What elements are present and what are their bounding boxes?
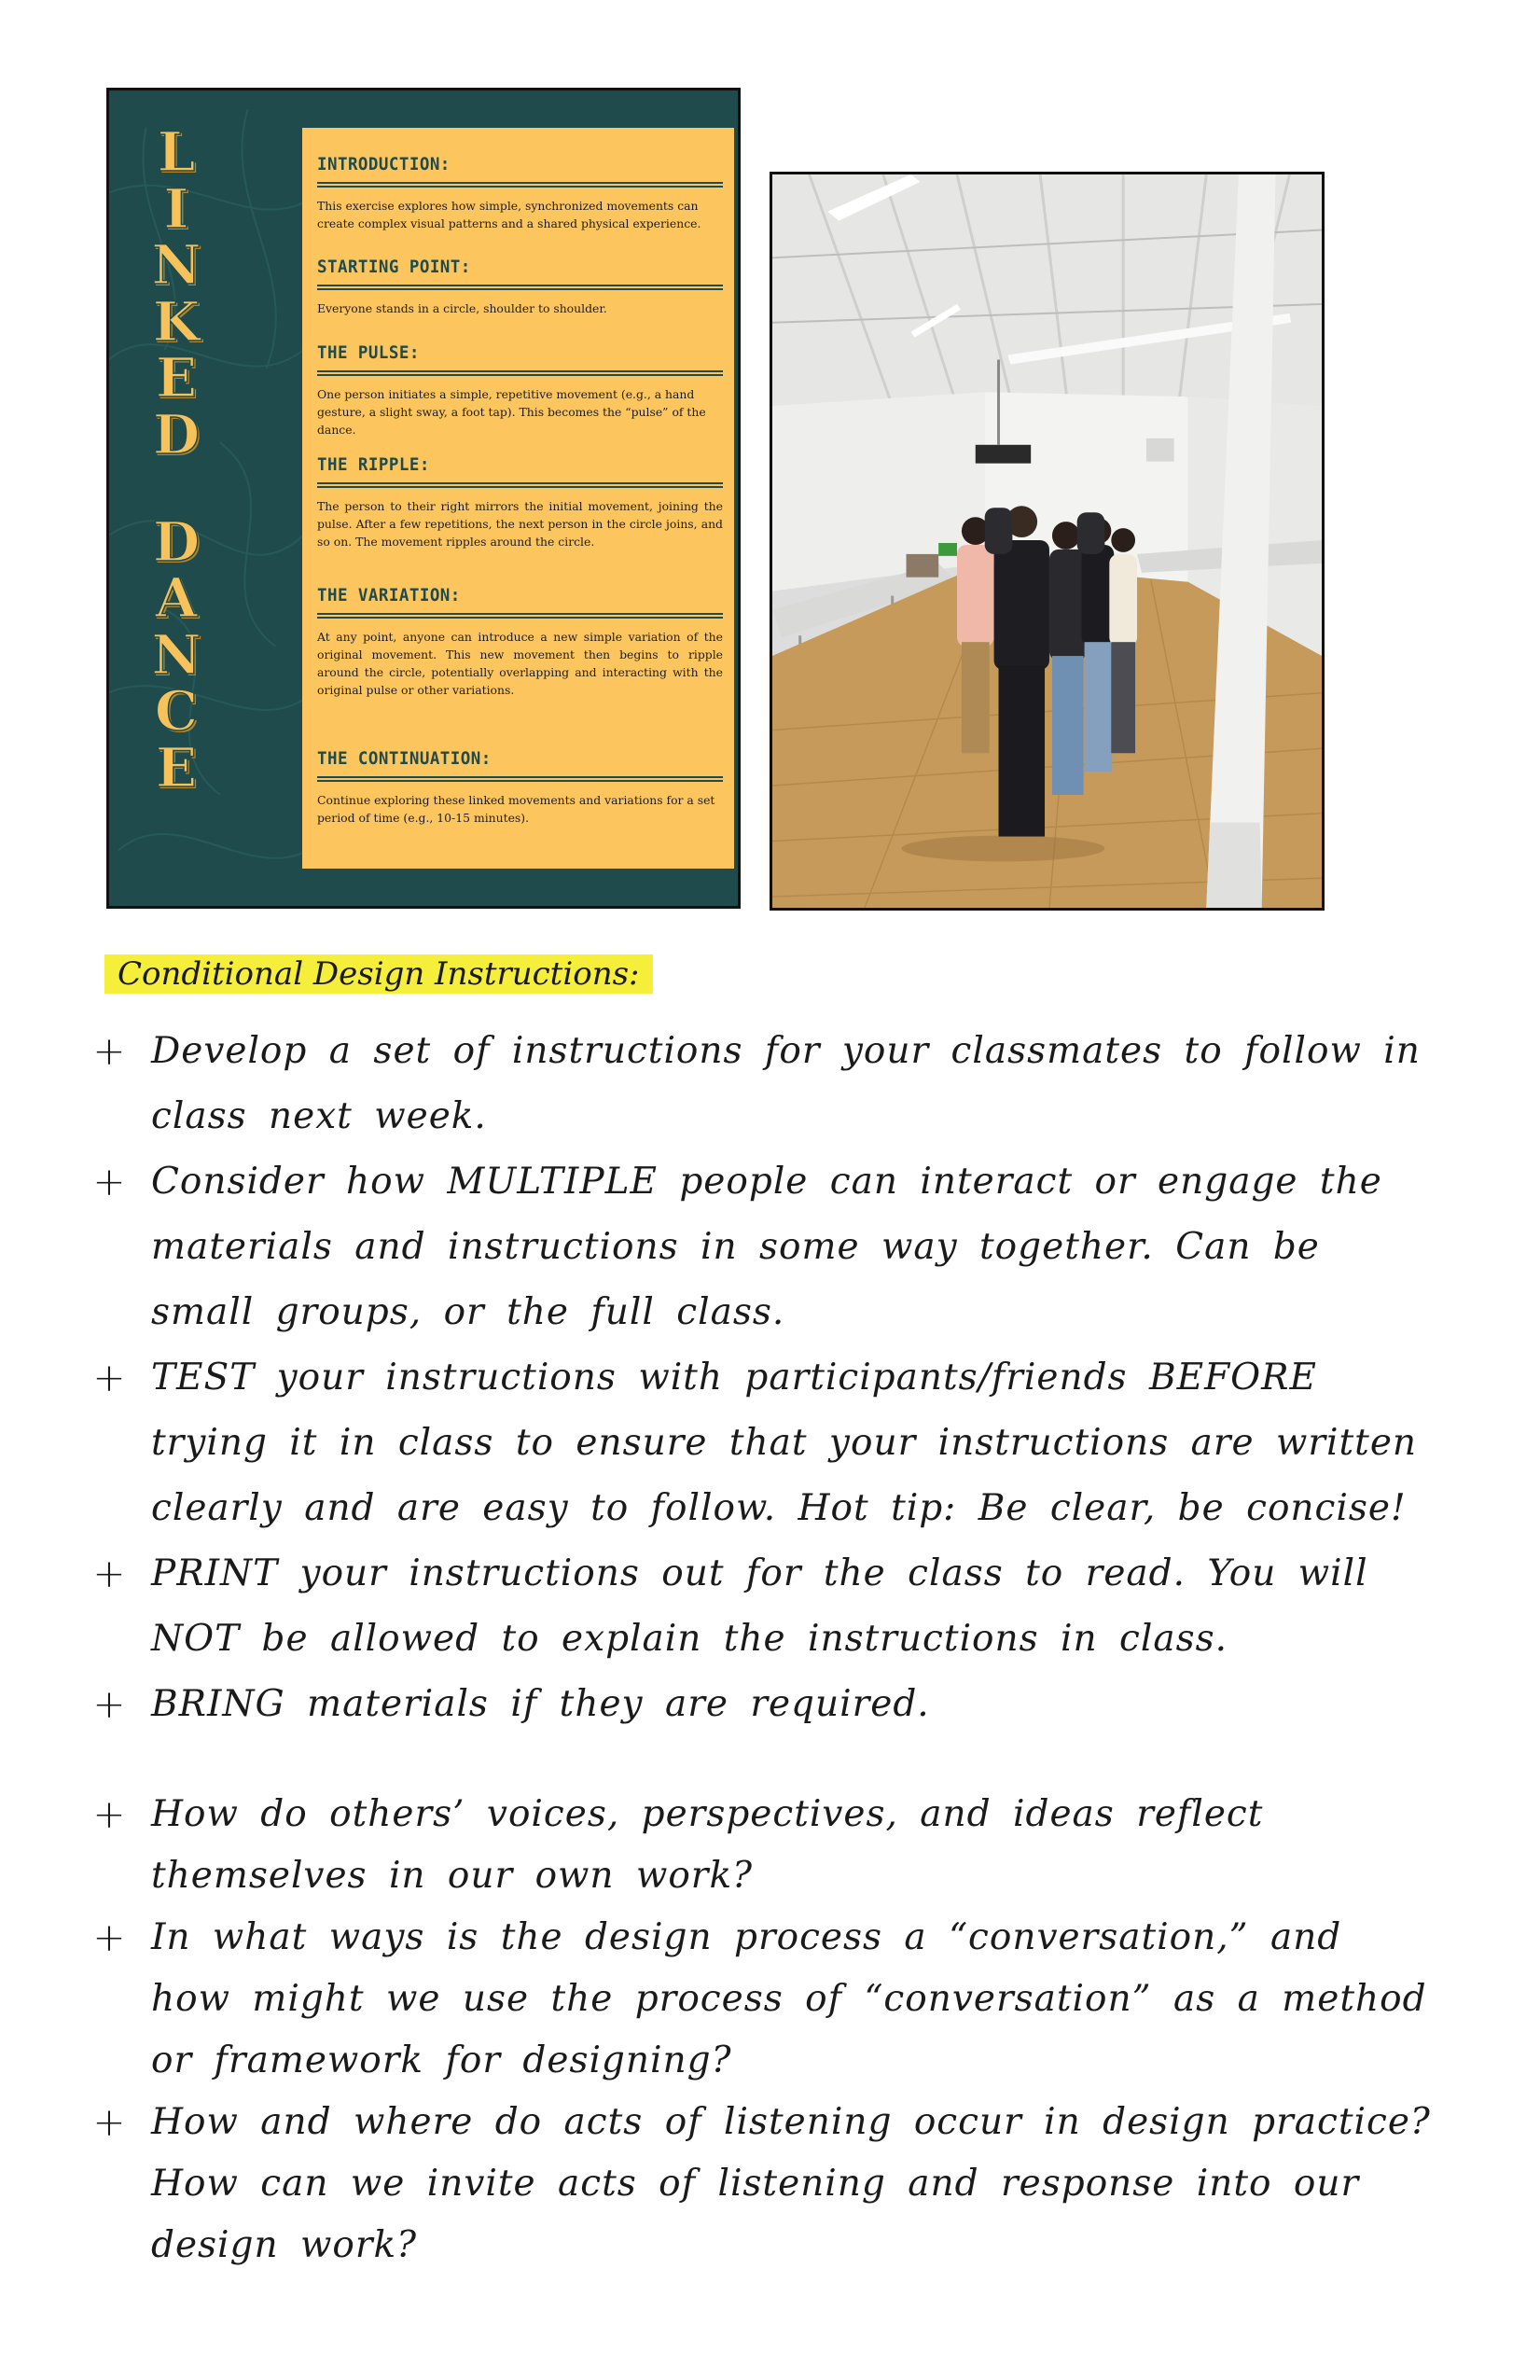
- plus-bullet-icon: +: [92, 2099, 126, 2145]
- list-item: [86, 1784, 1522, 1907]
- poster-instructions-panel: [302, 128, 734, 869]
- section-heading: INTRODUCTION:: [317, 154, 451, 174]
- plus-bullet-icon: +: [92, 1355, 126, 1400]
- plus-bullet-icon: +: [92, 1551, 126, 1596]
- plus-bullet-icon: +: [92, 1681, 126, 1727]
- section-heading: STARTING POINT:: [317, 257, 471, 277]
- title-letter: E: [155, 346, 198, 411]
- title-letter: L: [157, 120, 196, 184]
- list-item: [86, 1345, 1522, 1541]
- section-rule: [317, 776, 723, 782]
- list-item-line: how might we use the process of “conversation” as a method: [151, 1978, 1427, 2020]
- title-letter: K: [152, 289, 201, 354]
- section-heading: THE PULSE:: [317, 342, 420, 363]
- list-item: [86, 1149, 1522, 1345]
- title-letter: E: [155, 735, 198, 800]
- plus-bullet-icon: +: [92, 1914, 126, 1960]
- list-item-line: NOT be allowed to explain the instructions in class.: [151, 1618, 1228, 1660]
- poster-section-the-variation: [317, 585, 723, 699]
- instructions-heading: Conditional Design Instructions:: [104, 954, 653, 994]
- plus-bullet-icon: +: [92, 1028, 126, 1074]
- list-item: [86, 1672, 1522, 1737]
- title-letter: N: [151, 622, 201, 687]
- title-letter: D: [152, 402, 201, 466]
- poster-section-starting-point: [317, 257, 723, 317]
- title-letter: C: [154, 679, 199, 744]
- list-item-line: In what ways is the design process a “conversation,” and: [151, 1916, 1342, 1958]
- section-body: One person initiates a simple, repetitive movement (e.g., a hand gesture, a slight sway, a foot tap). This becomes the “pulse” of the dance.: [317, 387, 706, 437]
- list-item-line: design work?: [151, 2224, 418, 2266]
- poster-section-introduction: [317, 154, 723, 232]
- list-item: [86, 2092, 1522, 2276]
- section-rule: [317, 182, 723, 188]
- linked-dance-poster: [106, 88, 741, 909]
- list-item-line: How and where do acts of listening occur in design practice?: [151, 2101, 1431, 2143]
- list-item: [86, 1541, 1522, 1672]
- list-item-line: small groups, or the full class.: [151, 1291, 785, 1333]
- section-rule: [317, 370, 723, 376]
- section-heading: THE RIPPLE:: [317, 454, 430, 475]
- instructions-list: [86, 1019, 1522, 1737]
- poster-section-the-pulse: [317, 342, 723, 438]
- section-rule: [317, 285, 723, 290]
- section-body: The person to their right mirrors the initial movement, joining the pulse. After a few repetitions, the next person in the circle joins, and so on. The movement ripples around the circle.: [317, 499, 723, 549]
- list-item-line: How can we invite acts of listening and response into our: [151, 2163, 1360, 2205]
- list-item-line: or framework for designing?: [151, 2039, 732, 2081]
- list-item-line: How do others’ voices, perspectives, and ideas reflect: [151, 1793, 1264, 1835]
- section-heading: THE CONTINUATION:: [317, 748, 492, 769]
- questions-list: [86, 1784, 1522, 2276]
- list-item-line: PRINT your instructions out for the class to read. You will: [151, 1552, 1368, 1594]
- section-heading: THE VARIATION:: [317, 585, 461, 605]
- list-item-line: clearly and are easy to follow. Hot tip: Be clear, be concise!: [151, 1487, 1407, 1529]
- section-rule: [317, 482, 723, 488]
- list-item: [86, 1019, 1522, 1149]
- title-letter: N: [151, 233, 201, 298]
- plus-bullet-icon: +: [92, 1791, 126, 1837]
- list-item-line: Develop a set of instructions for your classmates to follow in: [151, 1030, 1421, 1072]
- list-item-line: trying it in class to ensure that your instructions are written: [151, 1422, 1418, 1464]
- list-item: [86, 1907, 1522, 2092]
- poster-section-the-continuation: [317, 748, 723, 827]
- list-item-line: BRING materials if they are required.: [151, 1683, 930, 1725]
- list-item-line: Consider how MULTIPLE people can interact or engage the: [151, 1161, 1382, 1203]
- list-item-line: class next week.: [151, 1095, 487, 1137]
- photo-illustration: [772, 174, 1322, 908]
- title-letter: D: [152, 509, 201, 574]
- poster-title-vertical: [141, 120, 212, 800]
- title-letter: A: [155, 566, 198, 631]
- plus-bullet-icon: +: [92, 1159, 126, 1204]
- title-letter: I: [163, 176, 189, 241]
- section-body: This exercise explores how simple, synchronized movements can create complex visual patterns and a shared physical experience.: [317, 199, 701, 230]
- poster-section-the-ripple: [317, 454, 723, 550]
- section-rule: [317, 613, 723, 619]
- section-body: At any point, anyone can introduce a new simple variation of the original movement. This new movement then begins to ripple around the circle, potentially overlapping and interacting with the original pulse or other variations.: [317, 630, 723, 697]
- list-item-line: TEST your instructions with participants/friends BEFORE: [151, 1357, 1317, 1399]
- section-body: Continue exploring these linked movements and variations for a set period of time (e.g., 10-15 minutes).: [317, 793, 715, 825]
- list-item-line: materials and instructions in some way together. Can be: [151, 1226, 1320, 1268]
- section-body: Everyone stands in a circle, shoulder to shoulder.: [317, 301, 607, 315]
- classroom-photo: [770, 172, 1325, 911]
- list-item-line: themselves in our own work?: [151, 1855, 753, 1897]
